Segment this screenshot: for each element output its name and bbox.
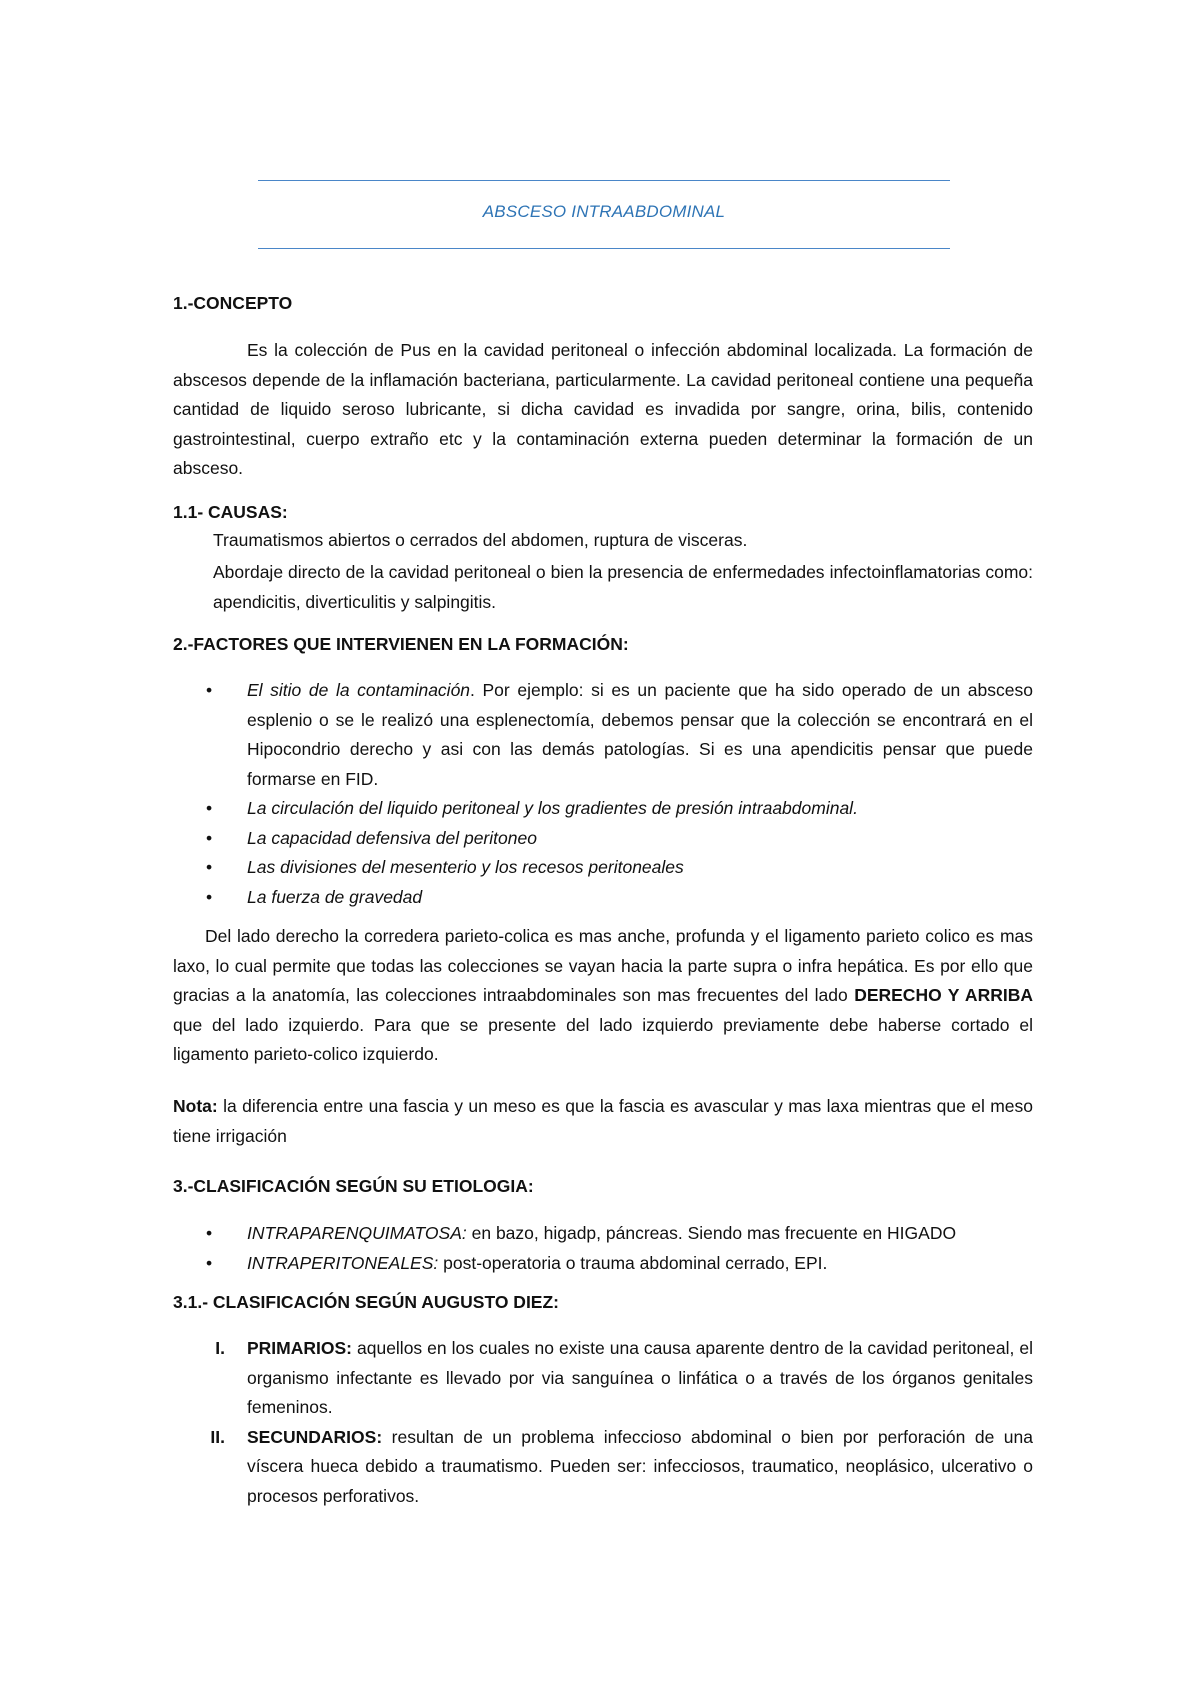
etiologia-list [200, 1219, 1033, 1278]
document-title: ABSCESO INTRAABDOMINAL [482, 202, 726, 221]
lado-text-1: Del lado derecho la corredera parieto-colica es mas anche, profunda y el ligamento parieto colico es mas laxo, lo cual permite que todas las colecciones se vayan hacia la parte supra o infra hepática. Es por ello que gracias a la anatomía, las colecciones intraabdominales son mas frecuentes del lado [173, 926, 1033, 1005]
causas-line-2: Abordaje directo de la cavidad peritoneal o bien la presencia de enfermedades infectoinflamatorias como: apendicitis, diverticulitis y salpingitis. [213, 562, 1033, 612]
list-item-text: en bazo, higadp, páncreas. Siendo mas frecuente en HIGADO [466, 1223, 957, 1243]
bullet-icon: • [206, 1252, 213, 1273]
list-item-italic: La capacidad defensiva del peritoneo [247, 827, 537, 848]
concepto-paragraph [173, 336, 1033, 484]
lado-text-2: que del lado izquierdo. Para que se presente del lado izquierdo previamente debe haberse cortado el ligamento parieto-colico izquierdo. [173, 1014, 1033, 1064]
section-heading-factores: 2.-FACTORES QUE INTERVIENEN EN LA FORMACIÓN: [173, 634, 629, 654]
list-item [200, 1249, 1033, 1279]
lado-paragraph [173, 922, 1033, 1070]
list-item [173, 1334, 1033, 1423]
roman-numeral: I. [215, 1338, 225, 1358]
bullet-icon: • [206, 680, 213, 700]
list-item-text: resultan de un problema infeccioso abdominal o bien por perforación de una víscera hueca debido a traumatismo. Pueden ser: infecciosos, traumatico, neoplásico, ulcerativo o procesos perforativos. [247, 1426, 1033, 1506]
section-heading-augusto: 3.1.- CLASIFICACIÓN SEGÚN AUGUSTO DIEZ: [173, 1292, 559, 1312]
list-item [200, 676, 1033, 794]
section-heading-causas: 1.1- CAUSAS: [173, 502, 288, 522]
list-item [200, 883, 1033, 913]
list-item-italic: INTRAPARENQUIMATOSA: [247, 1223, 467, 1243]
list-item-text: . Por ejemplo: si es un paciente que ha sido operado de un absceso esplenio o se le realizó una esplenectomía, debemos pensar que la colección se encontrará en el Hipocondrio derecho y asi con las demás patologías. Si es una apendicitis pensar que puede formarse en FID. [247, 680, 1033, 789]
title-bottom-rule [258, 248, 950, 249]
list-item [173, 1423, 1033, 1512]
roman-numeral: II. [210, 1426, 225, 1447]
bullet-icon: • [206, 827, 213, 848]
list-item-label: SECUNDARIOS: [247, 1426, 383, 1447]
list-item [200, 1219, 1033, 1249]
list-item-italic: El sitio de la contaminación [247, 680, 471, 700]
list-item-italic: INTRAPERITONEALES: [247, 1252, 439, 1273]
list-item-label: PRIMARIOS: [247, 1338, 352, 1358]
section-heading-concepto: 1.-CONCEPTO [173, 293, 293, 313]
concepto-text: Es la colección de Pus en la cavidad peritoneal o infección abdominal localizada. La formación de abscesos depende de la inflamación bacteriana, particularmente. La cavidad peritoneal contiene una pequeña cantidad de liquido seroso lubricante, si dicha cavidad es invadida por sangre, orina, bilis, contenido gastrointestinal, cuerpo extraño etc y la contaminación externa pueden determinar la formación de un absceso. [173, 340, 1033, 478]
list-item-italic: Las divisiones del mesenterio y los recesos peritoneales [247, 857, 684, 877]
factores-list [200, 676, 1033, 912]
bullet-icon: • [206, 798, 213, 818]
causas-line-1: Traumatismos abiertos o cerrados del abdomen, ruptura de visceras. [213, 530, 748, 550]
bullet-icon: • [206, 857, 213, 877]
title-top-rule [258, 180, 950, 181]
lado-bold: DERECHO Y ARRIBA [854, 985, 1033, 1005]
section-heading-etiologia: 3.-CLASIFICACIÓN SEGÚN SU ETIOLOGIA: [173, 1176, 534, 1196]
nota-text: la diferencia entre una fascia y un meso es que la fascia es avascular y mas laxa mientras que el meso tiene irrigación [173, 1096, 1033, 1146]
bullet-icon: • [206, 1223, 213, 1243]
list-item-text: post-operatoria o trauma abdominal cerrado, EPI. [438, 1252, 828, 1273]
bullet-icon: • [206, 886, 213, 907]
list-item [200, 853, 1033, 883]
list-item-italic: La fuerza de gravedad [247, 886, 423, 907]
list-item-text: aquellos en los cuales no existe una causa aparente dentro de la cavidad peritoneal, el organismo infectante es llevado por via sanguínea o linfática o a través de los órganos genitales femeninos. [247, 1338, 1033, 1417]
list-item-italic: La circulación del liquido peritoneal y los gradientes de presión intraabdominal. [247, 798, 858, 818]
nota-paragraph [173, 1092, 1033, 1151]
list-item [200, 824, 1033, 854]
list-item [200, 794, 1033, 824]
nota-label: Nota: [173, 1096, 218, 1116]
augusto-list [173, 1334, 1033, 1511]
